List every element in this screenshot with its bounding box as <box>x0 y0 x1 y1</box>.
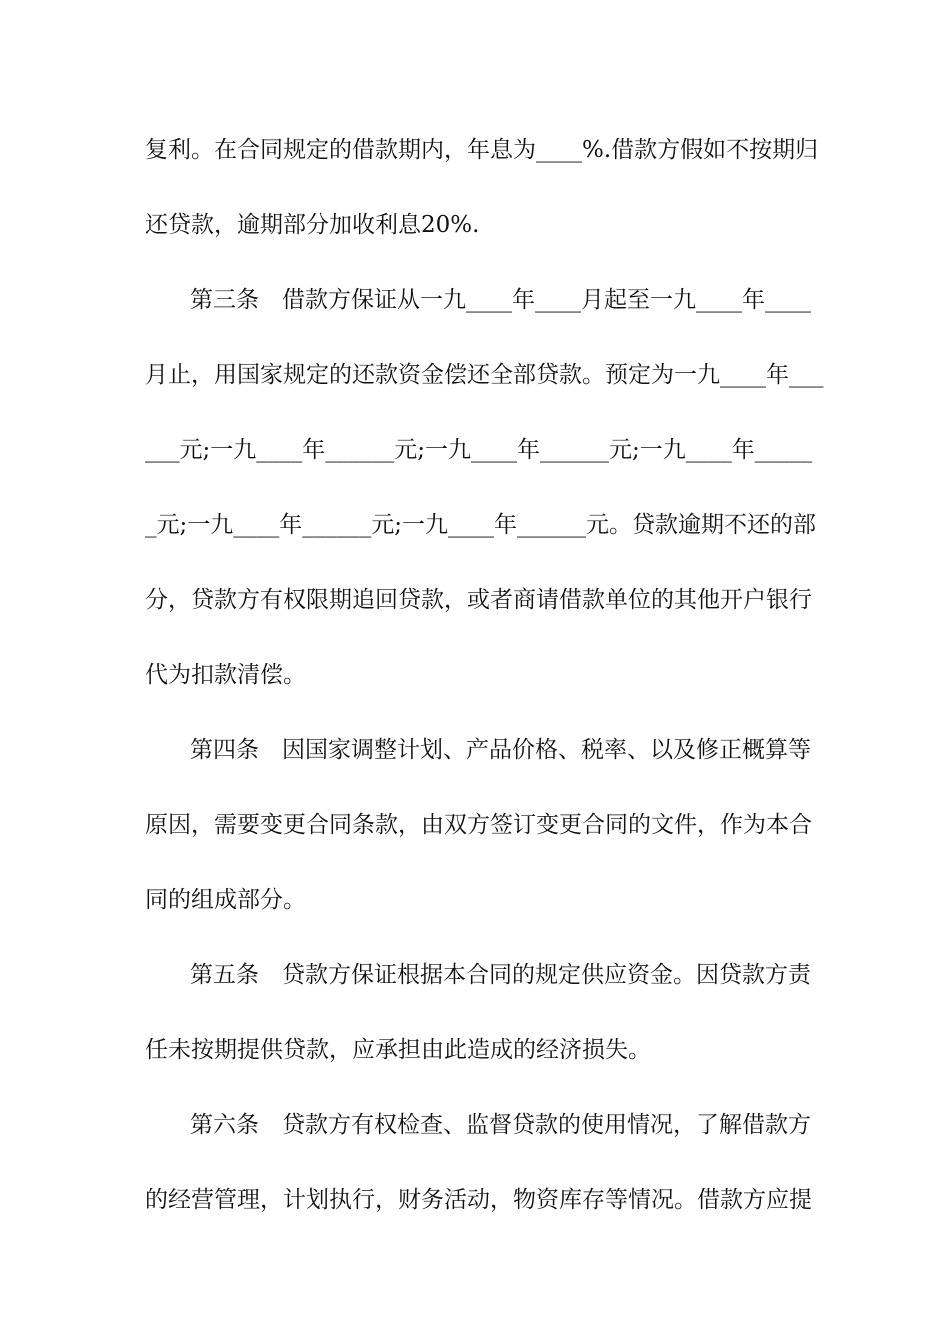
text-line: 代为扣款清偿。 <box>145 662 306 688</box>
article-3-line: 第三条 借款方保证从一九____年____月起至一九____年____ <box>190 287 811 313</box>
text-line: 复利。在合同规定的借款期内，年息为____%.借款方假如不按期归 <box>145 137 819 163</box>
text-line: 分，贷款方有权限期追回贷款，或者商请借款单位的其他开户银行 <box>145 587 812 613</box>
article-4-line: 第四条 因国家调整计划、产品价格、税率、以及修正概算等 <box>190 737 811 763</box>
article-6-line: 第六条 贷款方有权检查、监督贷款的使用情况，了解借款方 <box>190 1112 811 1138</box>
text-line: 原因，需要变更合同条款，由双方签订变更合同的文件，作为本合 <box>145 812 812 838</box>
text-line: 任未按期提供贷款，应承担由此造成的经济损失。 <box>145 1037 651 1063</box>
text-line: _元;一九____年______元;一九____年______元。贷款逾期不还的部 <box>145 512 816 538</box>
text-line: 月止，用国家规定的还款资金偿还全部贷款。预定为一九____年___ <box>145 362 824 388</box>
text-line: ___元;一九____年______元;一九____年______元;一九____年_____ <box>145 437 813 463</box>
text-line: 的经营管理，计划执行，财务活动，物资库存等情况。借款方应提 <box>145 1187 812 1213</box>
text-line: 还贷款，逾期部分加收利息20%. <box>145 212 480 238</box>
text-line: 同的组成部分。 <box>145 887 306 913</box>
article-5-line: 第五条 贷款方保证根据本合同的规定供应资金。因贷款方责 <box>190 962 811 988</box>
